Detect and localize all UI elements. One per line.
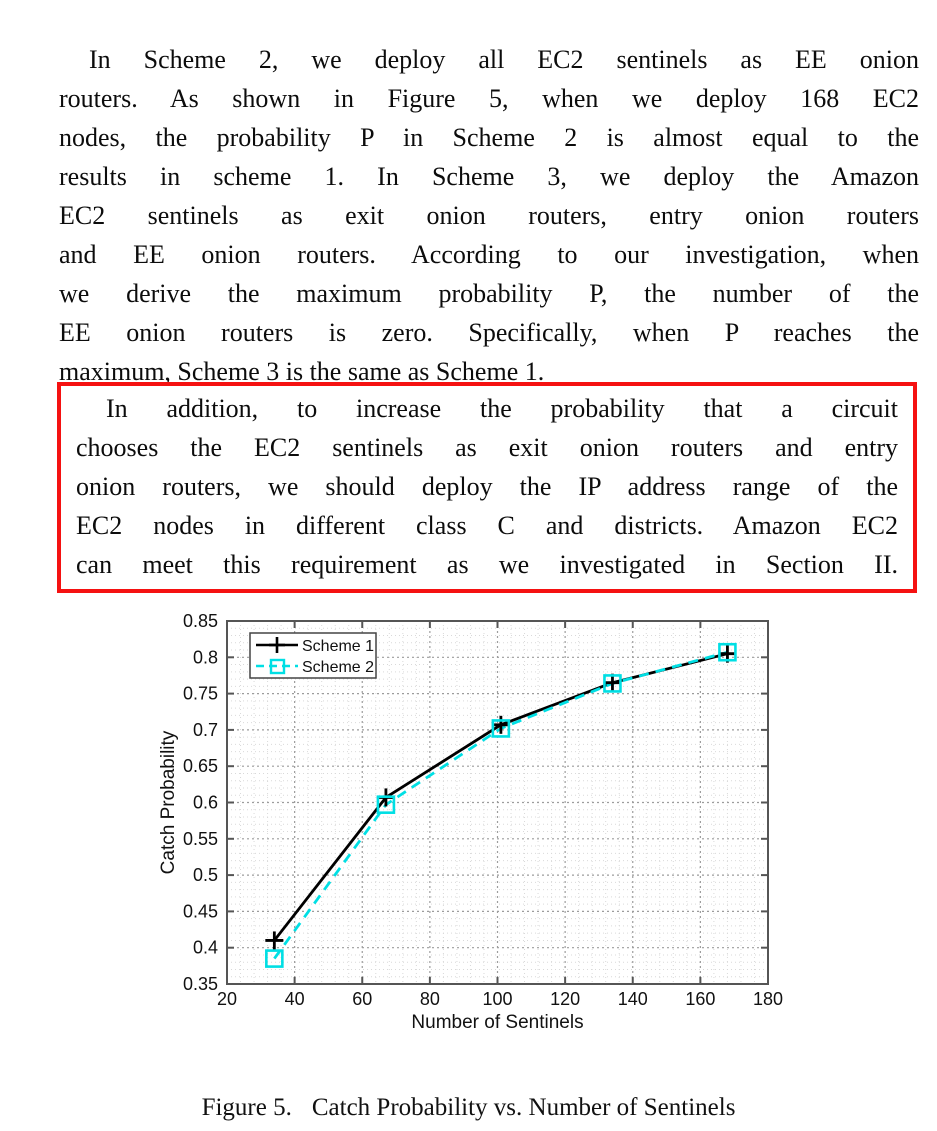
- x-axis-label: Number of Sentinels: [411, 1012, 584, 1033]
- x-tick-label: 20: [216, 989, 238, 1009]
- highlight-line: onion routers, we should deploy the IP address range of the: [76, 472, 898, 501]
- highlight-line: chooses the EC2 sentinels as exit onion routers and entry: [76, 433, 898, 462]
- x-tick-label: 180: [752, 989, 784, 1009]
- x-tick-label: 160: [685, 989, 716, 1009]
- y-tick-label: 0.65: [182, 756, 218, 777]
- x-tick-label: 40: [284, 989, 305, 1009]
- y-tick-label: 0.55: [182, 828, 218, 849]
- paragraph-line: results in scheme 1. In Scheme 3, we deploy the Amazon: [59, 162, 919, 191]
- paragraph-line: In Scheme 2, we deploy all EC2 sentinels as EE onion: [89, 45, 919, 74]
- y-tick-label: 0.85: [182, 611, 218, 631]
- y-tick-label: 0.6: [192, 792, 218, 813]
- highlight-line: EC2 nodes in different class C and districts. Amazon EC2: [76, 511, 898, 540]
- highlight-line: can meet this requirement as we investigated in Section II.: [76, 550, 898, 579]
- legend-label-scheme-1: Scheme 1: [302, 638, 375, 655]
- x-tick-label: 100: [482, 989, 513, 1009]
- chart-legend: [250, 633, 376, 678]
- chart-svg: [150, 598, 800, 1033]
- paragraph-line: maximum, Scheme 3 is the same as Scheme 1.: [59, 357, 545, 386]
- highlight-line: In addition, to increase the probability that a circuit: [106, 394, 898, 423]
- x-tick-label: 120: [550, 989, 581, 1009]
- y-tick-label: 0.7: [192, 719, 218, 740]
- figure-caption-text: Catch Probability vs. Number of Sentinels: [311, 1094, 736, 1121]
- x-tick-labels: [217, 989, 783, 1009]
- y-tick-label: 0.35: [182, 974, 218, 994]
- paragraph-line: and EE onion routers. According to our investigation, when: [59, 240, 919, 269]
- figure-caption: [0, 1094, 937, 1122]
- x-tick-label: 140: [617, 989, 648, 1009]
- paragraph-line: routers. As shown in Figure 5, when we deploy 168 EC2: [59, 84, 919, 113]
- paragraph-line: nodes, the probability P in Scheme 2 is almost equal to the: [59, 123, 919, 152]
- paragraph-line: EC2 sentinels as exit onion routers, entry onion routers: [59, 201, 919, 230]
- y-axis-label: Catch Probability: [158, 730, 179, 875]
- legend-label-scheme-2: Scheme 2: [302, 659, 375, 676]
- y-tick-labels: [183, 611, 218, 994]
- y-tick-label: 0.8: [192, 647, 218, 668]
- x-tick-label: 80: [419, 989, 440, 1009]
- y-tick-label: 0.5: [192, 865, 218, 886]
- figure5-chart: [150, 598, 800, 1033]
- highlight-box: [57, 382, 917, 593]
- paragraph-scheme2: [59, 40, 919, 391]
- y-tick-label: 0.4: [192, 937, 218, 958]
- figure-caption-label: Figure 5.: [201, 1094, 292, 1121]
- paragraph-line: we derive the maximum probability P, the number of the: [59, 279, 919, 308]
- y-tick-label: 0.45: [182, 901, 218, 922]
- y-tick-label: 0.75: [182, 683, 218, 704]
- paragraph-line: EE onion routers is zero. Specifically, when P reaches the: [59, 318, 919, 347]
- x-tick-label: 60: [352, 989, 373, 1009]
